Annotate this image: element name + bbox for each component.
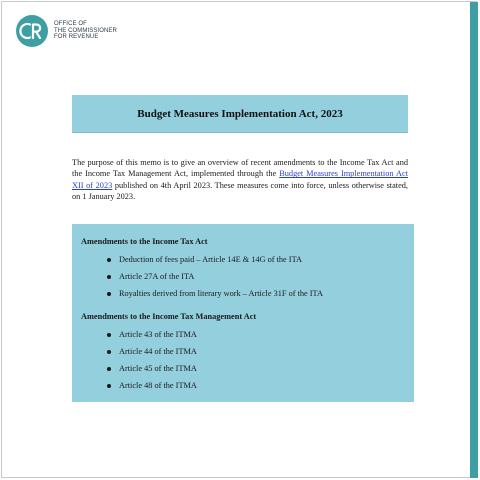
intro-text-end: published on 4th April 2023. These measures come into force, unless otherwise stated, on 1 January 2023. xyxy=(72,180,409,201)
list-item: Royalties derived from literary work – Article 31F of the ITA xyxy=(81,288,414,299)
budget-act-link[interactable]: Budget Measures Implementation Act XII of 2023 xyxy=(72,169,408,190)
intro-paragraph xyxy=(72,157,408,202)
amendments-summary-box xyxy=(72,224,414,402)
list-item: Deduction of fees paid – Article 14E & 14G of the ITA xyxy=(81,254,414,265)
document-title: Budget Measures Implementation Act, 2023 xyxy=(137,107,343,120)
itma-amendments-list xyxy=(81,329,414,391)
list-item: Article 48 of the ITMA xyxy=(81,380,414,391)
logo-line-1: OFFICE OF xyxy=(54,21,87,28)
cfr-monogram-icon xyxy=(16,15,48,47)
list-item: Article 27A of the ITA xyxy=(81,271,414,282)
logo-line-3: FOR REVENUE xyxy=(54,34,99,41)
logo-line-2: THE COMMISSIONER xyxy=(54,27,117,34)
list-item: Article 43 of the ITMA xyxy=(81,329,414,340)
organization-logo xyxy=(16,15,117,47)
intro-text-start: The purpose of this memo is to give an overview of recent amendments to the Income Tax Act and the Income Tax Management Act, implemented through the xyxy=(72,158,408,179)
list-item: Article 44 of the ITMA xyxy=(81,346,414,357)
logo-wordmark xyxy=(54,21,117,40)
ita-amendments-list xyxy=(81,254,414,299)
list-item: Article 45 of the ITMA xyxy=(81,363,414,374)
document-title-banner xyxy=(72,95,408,133)
itma-amendments-heading: Amendments to the Income Tax Management Act xyxy=(81,312,257,321)
ita-amendments-heading: Amendments to the Income Tax Act xyxy=(81,237,208,246)
right-accent-stripe xyxy=(470,2,478,478)
